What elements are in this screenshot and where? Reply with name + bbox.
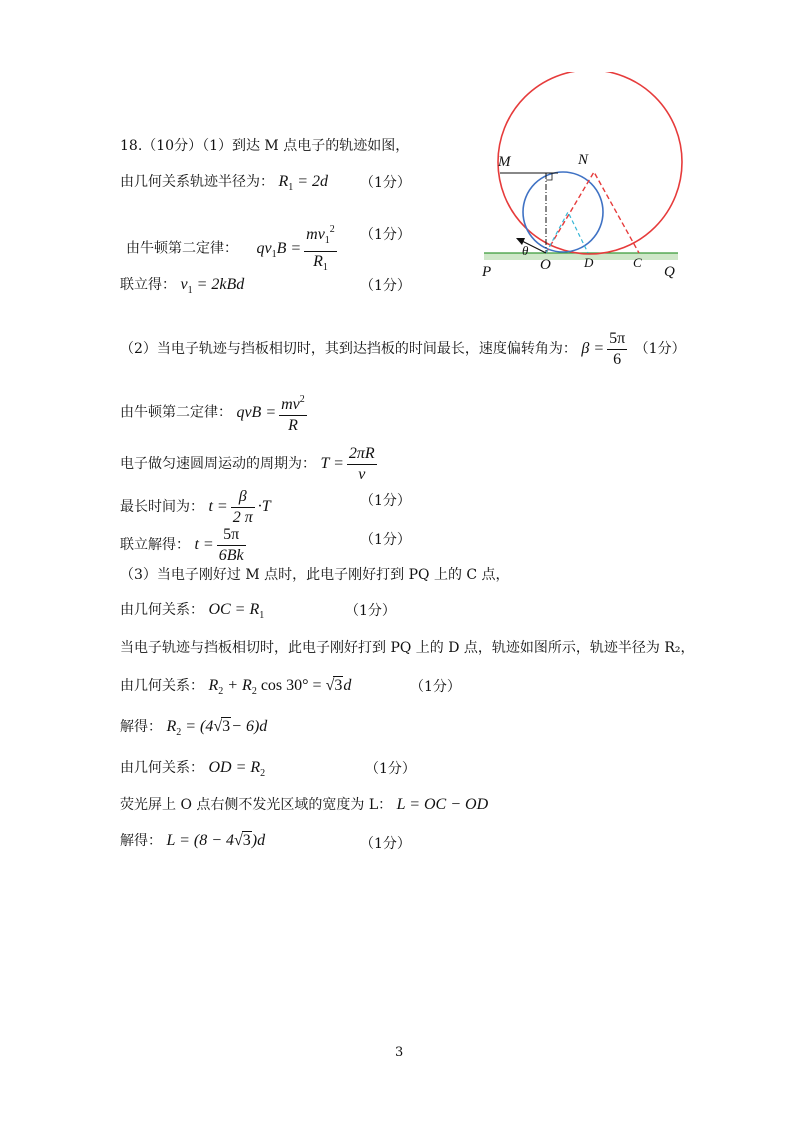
part3-geo3-label: 由几何关系： [120, 760, 204, 776]
part3-solve2-points: （1分） [360, 836, 411, 852]
part2-newton-equation: qvB = $\frac{mv^2}{R}$ [236, 394, 305, 434]
label-Q: Q [664, 264, 675, 280]
part2-newton-label: 由牛顿第二定律： [120, 404, 232, 421]
label-N: N [578, 152, 589, 168]
part3-tangent-text: 当电子轨迹与挡板相切时，此电子刚好打到 PQ 上的 D 点，轨迹如图所示，轨迹半径为 R₂， [120, 640, 695, 656]
part3-geo3-equation: OD = $R_2$ [208, 759, 266, 779]
part2-beta-points: （1分） [634, 341, 686, 358]
part3-solve1-line [120, 717, 267, 743]
part2-period-label: 电子做匀速圆周运动的周期为： [120, 456, 316, 473]
part3-width-label: 荧光屏上 O 点右侧不发光区域的宽度为 L： [120, 797, 393, 813]
part2-period-line [120, 445, 380, 484]
part2-solve-line [120, 526, 249, 565]
part1-combine-line [120, 275, 244, 301]
label-M: M [498, 154, 511, 170]
part2-maxtime-line [120, 488, 271, 527]
part1-geo-equation: $R_1 = 2d$ [278, 173, 329, 193]
page-number: 3 [395, 1045, 404, 1060]
part1-geo-points: （1分） [360, 175, 411, 191]
part3-solve2-label: 解得： [120, 833, 162, 849]
part3-solve1-label: 解得： [120, 719, 162, 735]
part3-geo2-points: （1分） [410, 679, 461, 695]
trajectory-figure [470, 72, 690, 287]
part3-geo1-equation: OC = $R_1$ [208, 601, 265, 621]
label-D: D [584, 255, 594, 270]
part1-newton-points: （1分） [360, 227, 411, 243]
part1-geometry-line [120, 172, 328, 198]
part2-beta-equation: β = $\frac{5\pi}{6}$ [581, 330, 626, 368]
part2-intro-line [120, 330, 686, 369]
label-C: C [633, 255, 642, 270]
small-trajectory-circle [523, 172, 603, 252]
part2-maxtime-points: （1分） [360, 493, 411, 509]
part1-combine-equation: $v_1 = 2kBd$ [180, 276, 245, 296]
part1-intro: 18.（10分）（1）到达 M 点电子的轨迹如图， [120, 138, 410, 154]
label-P: P [482, 264, 492, 280]
part1-combine-label: 联立得： [120, 277, 176, 293]
part2-solve-equation: t = $\frac{5\pi}{6Bk}$ [194, 526, 244, 564]
part3-geo1-points: （1分） [345, 603, 396, 619]
part3-width-equation: L = OC − OD [396, 796, 489, 813]
part2-solve-points: （1分） [360, 532, 411, 548]
part3-geo2-equation: $R_2 + R_2$ cos 30° = √3d [208, 677, 352, 697]
part2-intro: （2）当电子轨迹与挡板相切时，其到达挡板的时间最长，速度偏转角为： [120, 341, 577, 358]
part3-geo3-line [120, 758, 265, 784]
part3-solve1-equation: $R_2 = (4√3- 6)d$ [166, 718, 268, 738]
part3-geo1-line [120, 600, 264, 626]
part2-period-equation: T = $\frac{2\pi R}{v}$ [320, 445, 375, 483]
part1-newton-label: 由牛顿第二定律： [126, 240, 238, 257]
part2-maxtime-equation: t = $\frac{\beta}{2 \pi}$ ·T [208, 488, 271, 526]
part3-intro: （3）当电子刚好过 M 点时，此电子刚好打到 PQ 上的 C 点， [120, 567, 510, 583]
part1-combine-points: （1分） [360, 278, 411, 294]
part3-solve2-line [120, 831, 265, 851]
part1-newton-line [126, 221, 340, 277]
part2-newton-line [120, 391, 310, 435]
part3-geo2-line [120, 676, 351, 702]
part3-geo2-label: 由几何关系： [120, 678, 204, 694]
part3-width-line [120, 795, 488, 815]
label-O: O [540, 257, 551, 273]
part3-solve2-equation: L = (8 − 4√3)d [166, 832, 266, 849]
part3-geo3-points: （1分） [365, 761, 416, 777]
part1-newton-equation: $qv_1B$ = $\frac{mv_1^2}{R_1}$ [256, 240, 339, 257]
part2-solve-label: 联立解得： [120, 537, 190, 554]
part2-maxtime-label: 最长时间为： [120, 499, 204, 516]
part3-geo1-label: 由几何关系： [120, 602, 204, 618]
part1-geo-label: 由几何关系轨迹半径为： [120, 174, 274, 190]
label-theta: θ [522, 243, 529, 258]
